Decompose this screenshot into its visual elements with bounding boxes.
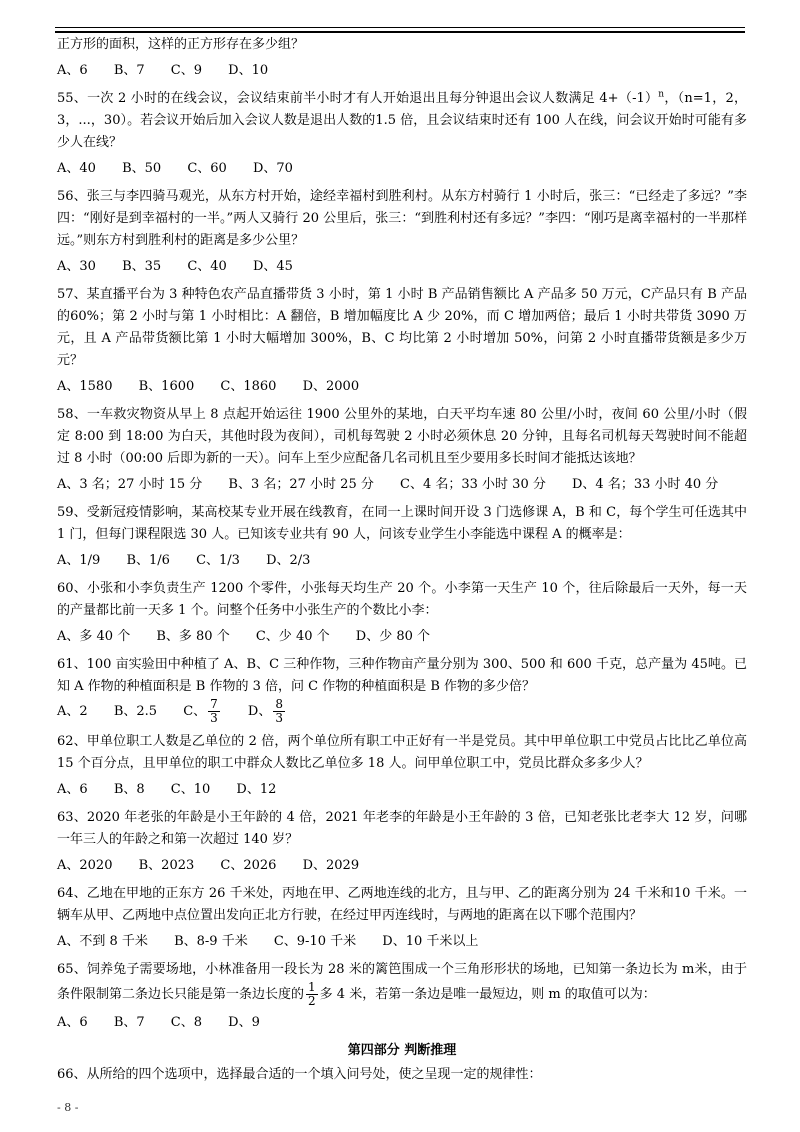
question-56-options	[57, 256, 747, 278]
option: D、2029	[302, 858, 360, 873]
question-63-options	[57, 855, 747, 877]
question-59: 59、受新冠疫情影响，某高校某专业开展在线教育，在同一上课时间开设 3 门选修课 A，B 和 C，每个学生可任选其中 1 门，但每门课程限选 30 人。已知该专业共有 90 人，问该专业学生小李能选中课程 A 的概率是：	[57, 505, 747, 542]
option: B、3 名；27 小时 25 分	[228, 477, 374, 492]
fraction-seven-thirds: $\frac{7}{3}$	[210, 697, 218, 725]
option: A、多 40 个	[57, 629, 131, 644]
option: D、12	[236, 782, 277, 797]
option: B、8	[113, 782, 145, 797]
question-64-options	[57, 931, 747, 953]
question-59-options	[57, 550, 747, 572]
option: D、10	[228, 63, 269, 78]
question-60-options	[57, 626, 747, 648]
intro-text: 正方形的面积，这样的正方形存在多少组？	[57, 37, 305, 52]
option: C、9-10 千米	[273, 934, 357, 949]
option: C、 $\frac{7}{3}$	[183, 697, 218, 725]
option: C、2026	[220, 858, 277, 873]
option: C、60	[187, 161, 227, 176]
option: B、1600	[138, 379, 195, 394]
question-56: 56、张三与李四骑马观光，从东方村开始，途经幸福村到胜利村。从东方村骑行 1 小时后，张三：“已经走了多远？”李四：“刚好是到幸福村的一半。”两人又骑行 20 公里后，张三：“到胜利村还有多远？”李四：“刚巧是离幸福村的一半那样远。”则东方村到胜利村的距离是多少公里？	[57, 189, 747, 248]
option: B、8-9 千米	[174, 934, 248, 949]
question-55: 55、一次 2 小时的在线会议，会议结束前半小时才有人开始退出且每分钟退出会议人数满足 $4+(-1)^n$，（n=1，2，3，...，30）。若会议开始后加入会议人数是退出人数的1.5 倍，且会议结束时还有 100 人在线，问会议开始时可能有多少人在线？	[57, 89, 747, 150]
option: C、10	[170, 782, 211, 797]
question-60: 60、小张和小李负责生产 1200 个零件，小张每天均生产 20 个。小李第一天生产 10 个，往后除最后一天外，每一天的产量都比前一天多 1 个。问整个任务中小张生产的个数比小李：	[57, 581, 747, 618]
question-62-options	[57, 779, 747, 801]
document-body	[57, 34, 747, 1086]
option: D、45	[252, 259, 293, 274]
option: A、1580	[57, 379, 113, 394]
option: C、9	[170, 63, 202, 78]
question-62: 62、甲单位职工人数是乙单位的 2 倍，两个单位所有职工中正好有一半是党员。其中甲单位职工中党员占比比乙单位高 15 个百分点，且甲单位的职工中群众人数比乙单位多 18 人。问甲单位职工中，党员比群众多多少人？	[57, 734, 747, 771]
question-58: 58、一车救灾物资从早上 8 点起开始运往 1900 公里外的某地，白天平均车速 80 公里/小时，夜间 60 公里/小时（假定 8:00 到 18:00 为白天，其他时段为夜间），司机每驾驶 2 小时必须休息 20 分钟，且每名司机每天驾驶时间不能超过 8 小时（00:00 后即为新的一天）。问车上至少应配备几名司机且至少要用多长时间才能抵达该地？	[57, 407, 747, 466]
option: B、7	[113, 63, 145, 78]
question-64: 64、乙地在甲地的正东方 26 千米处，丙地在甲、乙两地连线的北方，且与甲、乙的距离分别为 24 千米和10 千米。一辆车从甲、乙两地中点位置出发向正北方行驶，在经过甲丙连线时，与两地的距离在以下哪个范围内？	[57, 886, 747, 923]
question-55-options	[57, 158, 747, 180]
section-title: 第四部分 判断推理	[347, 1043, 457, 1058]
option: C、8	[170, 1015, 202, 1030]
question-65: 65、饲养兔子需要场地，小林准备用一段长为 28 米的篱笆围成一个三角形形状的场地，已知第一条边长为 m米，由于条件限制第二条边长只能是第一条边长度的 $\frac{1}{2}$ 多 4 米，若第一条边是唯一最短边，则 m 的取值可以为：	[57, 962, 747, 1008]
option: B、2023	[138, 858, 195, 873]
header-rule-thick	[55, 31, 745, 33]
option: B、7	[113, 1015, 145, 1030]
option: B、多 80 个	[156, 629, 230, 644]
option: D、少 80 个	[355, 629, 430, 644]
option: D、2000	[302, 379, 360, 394]
option: A、30	[57, 259, 96, 274]
question-65-options	[57, 1012, 747, 1034]
option: A、1/9	[57, 553, 101, 568]
question-61: 61、100 亩实验田中种植了 A、B、C 三种作物，三种作物亩产量分别为 300、500 和 600 千克，总产量为 45吨。已知 A 作物的种植面积是 B 作物的 3 倍，问 C 作物的种植面积是 B 作物的多少倍？	[57, 657, 747, 694]
option: A、3 名；27 小时 15 分	[57, 477, 203, 492]
option: B、2.5	[113, 704, 158, 719]
option: A、不到 8 千米	[57, 934, 148, 949]
option: A、6	[57, 1015, 88, 1030]
option: C、1/3	[196, 553, 240, 568]
option: D、4 名；33 小时 40 分	[572, 477, 719, 492]
option: A、6	[57, 782, 88, 797]
option: A、6	[57, 63, 88, 78]
option: C、少 40 个	[255, 629, 330, 644]
intro-options	[57, 60, 747, 82]
question-57-options	[57, 376, 747, 398]
option: B、1/6	[126, 553, 170, 568]
option: C、40	[187, 259, 227, 274]
page-number: - 8 -	[57, 1101, 79, 1114]
header-rule-thin	[55, 27, 745, 28]
option: C、4 名；33 小时 30 分	[400, 477, 546, 492]
option: A、40	[57, 161, 96, 176]
fraction-eight-thirds: $\frac{8}{3}$	[275, 697, 283, 725]
question-61-options	[57, 698, 747, 725]
option: C、1860	[220, 379, 277, 394]
fraction-one-half: $\frac{1}{2}$	[308, 980, 316, 1008]
option: D、10 千米以上	[382, 934, 479, 949]
option: B、50	[122, 161, 162, 176]
option: D、2/3	[266, 553, 311, 568]
option: D、70	[252, 161, 293, 176]
option: D、 $\frac{8}{3}$	[247, 697, 283, 725]
option: A、2	[57, 704, 88, 719]
option: D、9	[228, 1015, 260, 1030]
question-63: 63、2020 年老张的年龄是小王年龄的 4 倍，2021 年老李的年龄是小王年龄的 3 倍，已知老张比老李大 12 岁，问哪一年三人的年龄之和第一次超过 140 岁？	[57, 810, 747, 847]
question-66: 66、从所给的四个选项中，选择最合适的一个填入问号处，使之呈现一定的规律性：	[57, 1067, 542, 1082]
question-57: 57、某直播平台为 3 种特色农产品直播带货 3 小时，第 1 小时 B 产品销售额比 A 产品多 50 万元，C产品只有 B 产品的60%；第 2 小时与第 1 小时相比：A 翻倍，B 增加幅度比 A 少 20%，而 C 增加两倍；最后 1 小时共带货 3090 万元，且 A 产品带货额比第 1 小时大幅增加 300%，B、C 均比第 2 小时增加 50%，问第 2 小时直播带货额是多少万元？	[57, 287, 747, 368]
question-58-options	[57, 474, 747, 496]
option: A、2020	[57, 858, 113, 873]
exponent: n	[658, 89, 665, 100]
option: B、35	[122, 259, 162, 274]
